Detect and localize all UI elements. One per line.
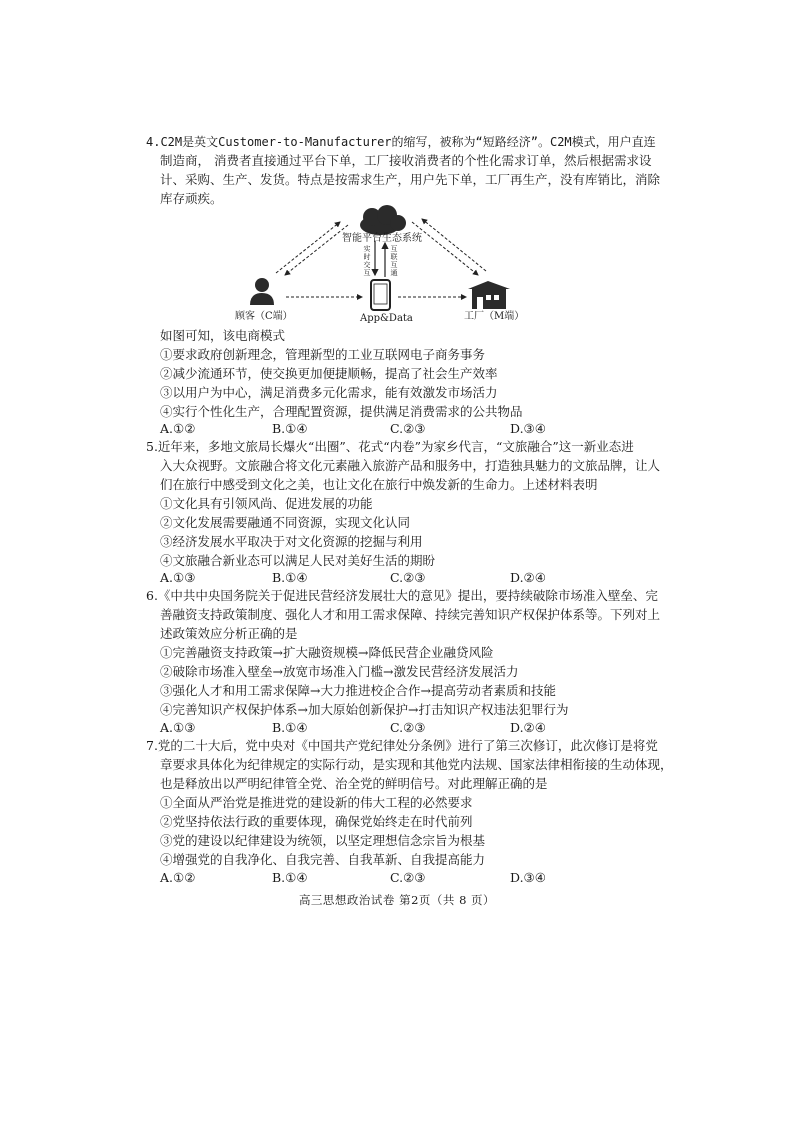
q7-option-c: C.②③ bbox=[390, 870, 426, 885]
q5-option-a: A.①③ bbox=[160, 570, 196, 585]
q6-option-d: D.②④ bbox=[510, 720, 546, 735]
q4-line-3: 计、采购、生产、发货。特点是按需求生产，用户先下单，工厂再生产，没有库销比，消除 bbox=[160, 172, 661, 187]
cloud-label: 智能平台生态系统 bbox=[342, 233, 422, 244]
q4-line-4: 库存顽疾。 bbox=[160, 191, 223, 206]
factory-label: 工厂（M端） bbox=[464, 311, 525, 322]
q7-item-3: ③党的建设以纪律建设为统领，以坚定理想信念宗旨为根基 bbox=[160, 833, 486, 848]
cloud-to-factory-arrow bbox=[412, 222, 478, 275]
q4-option-a: A.①② bbox=[160, 421, 196, 436]
customer-label: 顾客（C端） bbox=[235, 311, 293, 322]
q4-line-2: 制造商， 消费者直接通过平台下单，工厂接收消费者的个性化需求订单，然后根据需求设 bbox=[160, 153, 652, 168]
q7-line-1: 7.党的二十大后，党中央对《中国共产党纪律处分条例》进行了第三次修订，此次修订是将党 bbox=[146, 738, 658, 753]
q4-item-4: ④实行个性化生产，合理配置资源，提供满足消费需求的公共物品 bbox=[160, 404, 523, 419]
q4-option-d: D.③④ bbox=[510, 421, 546, 436]
interconnection-label: 互联互通 bbox=[390, 245, 398, 277]
factory-icon bbox=[468, 281, 510, 309]
page-footer: 高三思想政治试卷 第2页（共 8 页） bbox=[298, 893, 496, 907]
q5-item-1: ①文化具有引领风尚、促进发展的功能 bbox=[160, 496, 373, 511]
q7-line-2: 章要求具体化为纪律规定的实际行动，是实现和其他党内法规、国家法律相衔接的生动体现， bbox=[160, 757, 673, 772]
q6-item-1: ①完善融资支持政策→扩大融资规模→降低民营企业融贷风险 bbox=[160, 645, 494, 660]
q5-item-3: ③经济发展水平取决于对文化资源的挖掘与利用 bbox=[160, 534, 423, 549]
q6-item-4: ④完善知识产权保护体系→加大原始创新保护→打击知识产权违法犯罪行为 bbox=[160, 702, 569, 717]
phone-icon bbox=[371, 280, 390, 310]
realtime-interaction-label: 实时交互 bbox=[363, 245, 371, 277]
c2m-diagram-graphic bbox=[230, 205, 530, 325]
c2m-diagram bbox=[230, 205, 530, 325]
q7-option-b: B.①④ bbox=[272, 870, 308, 885]
q6-item-2: ②破除市场准入壁垒→放宽市场准入门槛→激发民营经济发展活力 bbox=[160, 664, 519, 679]
q7-item-4: ④增强党的自我净化、自我完善、自我革新、自我提高能力 bbox=[160, 852, 486, 867]
factory-to-cloud-arrow bbox=[422, 219, 486, 271]
q4-stem: 如图可知，该电商模式 bbox=[160, 328, 286, 343]
q5-line-1: 5.近年来，多地文旅局长爆火“出圈”、花式“内卷”为家乡代言，“文旅融合”这一新业态进 bbox=[146, 439, 634, 454]
q4-option-b: B.①④ bbox=[272, 421, 308, 436]
customer-to-cloud-arrow bbox=[276, 222, 340, 273]
q6-line-1: 6.《中共中央国务院关于促进民营经济发展壮大的意见》提出，要持续破除市场准入壁垒、完 bbox=[146, 588, 658, 603]
cloud-to-customer-arrow bbox=[285, 225, 348, 275]
q6-option-b: B.①④ bbox=[272, 720, 308, 735]
q5-line-2: 入大众视野。文旅融合将文化元素融入旅游产品和服务中，打造独具魅力的文旅品牌，让人 bbox=[160, 458, 661, 473]
q7-option-d: D.③④ bbox=[510, 870, 546, 885]
q4-item-2: ②减少流通环节，使交换更加便捷顺畅，提高了社会生产效率 bbox=[160, 366, 498, 381]
q7-item-2: ②党坚持依法行政的重要体现，确保党始终走在时代前列 bbox=[160, 814, 473, 829]
q7-line-3: 也是释放出以严明纪律管全党、治全党的鲜明信号。对此理解正确的是 bbox=[160, 776, 548, 791]
q5-line-3: 们在旅行中感受到文化之美，也让文化在旅行中焕发新的生命力。上述材料表明 bbox=[160, 477, 598, 492]
q5-item-4: ④文旅融合新业态可以满足人民对美好生活的期盼 bbox=[160, 553, 436, 568]
q7-item-1: ①全面从严治党是推进党的建设新的伟大工程的必然要求 bbox=[160, 795, 473, 810]
q5-item-2: ②文化发展需要融通不同资源，实现文化认同 bbox=[160, 515, 411, 530]
cloud-icon bbox=[360, 205, 406, 235]
q4-item-3: ③以用户为中心，满足消费多元化需求，能有效激发市场活力 bbox=[160, 385, 498, 400]
q6-item-3: ③强化人才和用工需求保障→大力推进校企合作→提高劳动者素质和技能 bbox=[160, 683, 556, 698]
q4-item-1: ①要求政府创新理念，管理新型的工业互联网电子商务事务 bbox=[160, 347, 486, 362]
q6-line-3: 述政策效应分析正确的是 bbox=[160, 626, 298, 641]
q6-option-a: A.①③ bbox=[160, 720, 196, 735]
q4-option-c: C.②③ bbox=[390, 421, 426, 436]
q6-line-2: 善融资支持政策制度、强化人才和用工需求保障、持续完善知识产权保护体系等。下列对上 bbox=[160, 607, 661, 622]
app-data-label: App&Data bbox=[360, 313, 413, 324]
q5-option-d: D.②④ bbox=[510, 570, 546, 585]
q6-option-c: C.②③ bbox=[390, 720, 426, 735]
customer-icon bbox=[250, 278, 274, 305]
q7-option-a: A.①② bbox=[160, 870, 196, 885]
q4-line-1: 4.C2M是英文Customer-to-Manufacturer的缩写，被称为“短路经济”。C2M模式，用户直连 bbox=[146, 135, 656, 149]
q5-option-b: B.①④ bbox=[272, 570, 308, 585]
q5-option-c: C.②③ bbox=[390, 570, 426, 585]
